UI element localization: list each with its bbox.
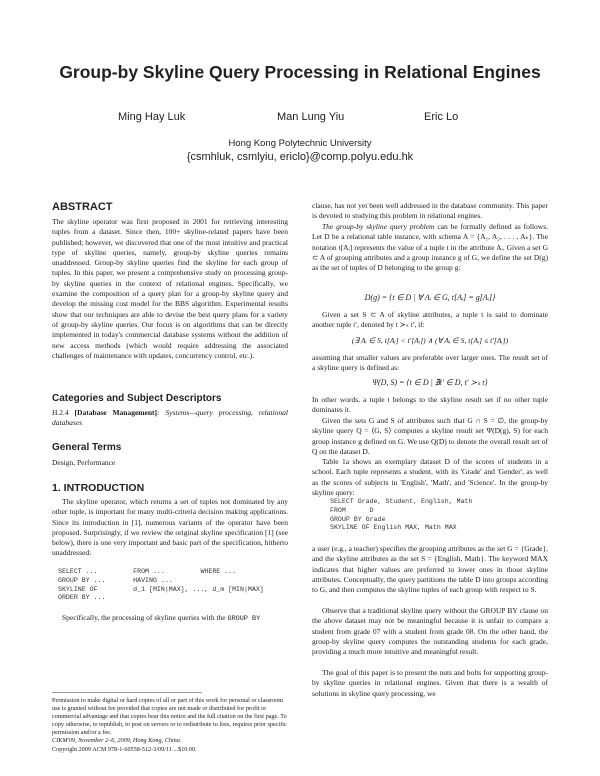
- footnote-rule: [52, 692, 202, 693]
- equation-skyline-set: Ψ(D, S) = {t ∈ D | ∄t′ ∈ D, t′ ≻ₛ t}: [372, 378, 488, 387]
- copyright-line: Copyright 2009 ACM 978-1-60558-512-3/09/11 ...$10.00.: [52, 745, 197, 753]
- abstract-text: The skyline operator was first proposed in 2001 for retrieving interesting tuples from a dataset. Since then, 100+ skyline-related papers have been published; however, we discovered that one of the most intuitive and practical type of skyline queries, namely, group-by skyline queries remains unaddressed. Group-by skyline queries find the skyline for each group of tuples. In this paper, we present a comprehensive study on processing group-by skyline queries in the context of relational engines. Specifically, we examine the composition of a query plan for a group-by skyline query and develop the missing cost model for the BBS algorithm. Experimental results show that our techniques are able to devise the best query plans for a variety of group-by skyline queries. Our focus is on algorithms that can be directly implemented in today's commercial database systems without the addition of new access methods (which would require addressing the associated challenges of maintenance with updates, concurrency control, etc.).: [52, 217, 288, 360]
- example-query-code: SELECT Grade, Student, English, Math FROM D GROUP BY Grade SKYLINE OF English MAX, Math MAX: [330, 498, 473, 532]
- skyline-syntax-code: SELECT ... FROM ... WHERE ... GROUP BY ... HAVING ... SKYLINE OF d_1 [MIN|MAX], ..., d_m [MIN|MAX] ORDER BY ...: [58, 568, 264, 602]
- intro-para-2-text: Specifically, the processing of skyline queries with the: [62, 613, 226, 622]
- right-para-10: The goal of this paper is to present the nuts and bolts for supporting group-by skyline queries in relational engines. Given that there is a wealth of solutions in skyline query processing, we: [312, 668, 548, 698]
- categories-heading: Categories and Subject Descriptors: [52, 393, 222, 404]
- right-para-2: [312, 222, 548, 273]
- categories-code: H.2.4: [52, 408, 69, 417]
- intro-para-2: [52, 613, 288, 624]
- right-para-2-text: can be formally defined as follows. Let D be a relational table instance, with schema A = {A₁, A₂, . . . , Aₖ}. The notation t[Aᵢ] represents the value of a tuple t in the attribute Aᵢ. Given a set G ⊂ A of grouping attributes and a group instance g of G, we define the set D(g) as the set of tuples of D belonging to the group g:: [312, 222, 548, 273]
- paper-title: Group-by Skyline Query Processing in Relational Engines: [59, 62, 541, 82]
- right-para-3: Given a set S ⊂ A of skyline attributes, a tuple t is said to dominate another tuple t′, denoted by t ≻ₛ t′, if:: [312, 310, 548, 330]
- equation-group-set: D(g) = {t ∈ D | ∀ Aᵢ ∈ G, t[Aᵢ] = g[Aᵢ]}: [364, 293, 496, 302]
- author-2: Man Lung Yiu: [277, 111, 345, 123]
- equation-dominance: (∃ Aᵢ ∈ S, t[Aᵢ] < t′[Aᵢ]) ∧ (∀ Aᵢ ∈ S, t[Aᵢ] ≤ t′[Aᵢ]): [351, 336, 509, 345]
- author-3: Eric Lo: [424, 111, 459, 123]
- abstract-heading: ABSTRACT: [52, 201, 113, 213]
- categories-bracket: [Database Management]: [74, 408, 158, 417]
- categories-desc: : Systems—query processing, relational databases: [52, 408, 289, 428]
- right-para-6: Given the sets G and S of attributes such that G ∩ S = ∅, the group-by skyline query Q = ⟨G, S⟩ computes a skyline result set Ψ(D(g), S) for each group instance g defined on G. We use Q(D) to denote the overall result set of Q on the dataset D.: [312, 416, 548, 456]
- affiliation: Hong Kong Polytechnic University: [228, 138, 372, 149]
- permission-text: Permission to make digital or hard copies of all or part of this work for personal or classroom use is granted without fee provided that copies are not made or distributed for profit or commercial advantage and that copies bear this notice and the full citation on the first page. To copy otherwise, to republish, to post on servers or to redistribute to lists, requires prior specific permission and/or a fee.: [52, 697, 287, 737]
- right-para-9: Observe that a traditional skyline query without the GROUP BY clause on the above dataset may not be meaningful because it is unfair to compare a student from grade 07 with a student from grade 08. On the other hand, the group-by skyline query computes the outstanding students for each grade, providing a much more intuitive and meaningful result.: [312, 606, 548, 657]
- problem-term: The group-by skyline query problem: [322, 222, 435, 231]
- intro-heading: 1. INTRODUCTION: [52, 482, 145, 494]
- categories-text: [52, 408, 288, 429]
- author-1: Ming Hay Luk: [118, 111, 186, 123]
- right-para-8: a user (e.g., a teacher) specifies the grouping attributes as the set G = {Grade}, and the skyline attributes as the set S = {English, Math}. The keyword MAX indicates that higher values are preferred to lower ones in those skyline attributes. Conceptually, the query partitions the table D into groups according to G, and then computes the skyline tuples of each group with respect to S.: [312, 544, 548, 595]
- intro-para-1: The skyline operator, which returns a set of tuples not dominated by any other tuple, is important for many multi-criteria decision making applications. Since its introduction in [1], numerous variants of the operator have been proposed. Surprisingly, if we review the original skyline specification [1] (see below), there is one very important and basic part of the specification, hitherto unaddressed:: [52, 497, 288, 558]
- group-by-keyword: GROUP BY: [227, 615, 261, 623]
- author-emails: {csmhluk, csmlyiu, ericlo}@comp.polyu.edu.hk: [186, 151, 414, 163]
- right-para-4: assuming that smaller values are preferable over larger ones. The result set of a skyline query is defined as:: [312, 353, 548, 373]
- general-terms-heading: General Terms: [52, 442, 122, 453]
- right-para-7: Table 1a shows an exemplary dataset D of the scores of students in a school. Each tuple represents a student, with its 'Grade' and 'Gender', as well as the scores of subjects in 'English', 'Math', and 'Science'. In the group-by skyline query:: [312, 457, 548, 497]
- general-terms-text: Design, Performance: [52, 458, 116, 467]
- right-para-1: clause, has not yet been well addressed in the database community. This paper is devoted to studying this problem in relational engines.: [312, 201, 548, 221]
- right-para-5: In other words, a tuple t belongs to the skyline result set if no other tuple dominates it.: [312, 395, 548, 415]
- copyright-notice: [52, 697, 288, 754]
- conference-line: CIKM'09, November 2–6, 2009, Hong Kong, China.: [52, 737, 182, 745]
